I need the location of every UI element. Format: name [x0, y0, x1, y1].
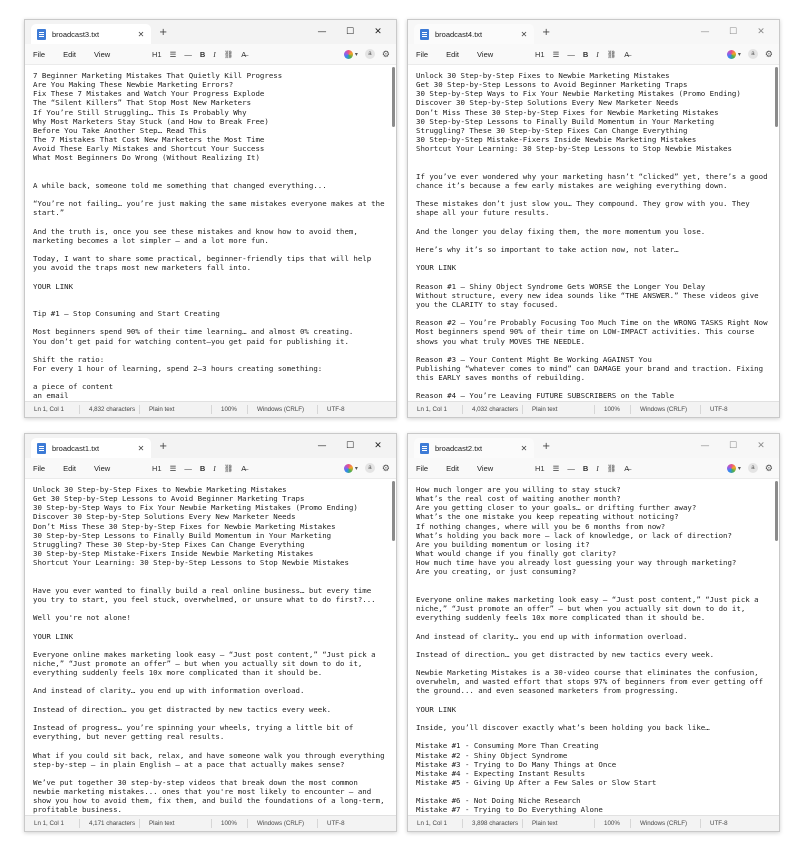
list-icon[interactable]: ☰ — [552, 463, 560, 473]
tab-title: broadcast4.txt — [435, 29, 483, 39]
zoom-level[interactable]: 100% — [221, 406, 237, 413]
menu-file[interactable]: File — [33, 463, 46, 473]
document-text[interactable]: Unlock 30 Step-by-Step Fixes to Newbie Marketing Mistakes Get 30 Step-by-Step Lessons to Avoid Beginner Marketing Traps 30 Step-by-Step Ways to Fix Your Newbie Marketing Mistakes (Promo Ending) Discover 30 Step-by-Step Solutions Every New Marketer Needs Don’t Miss These 30 Step-by-Step Fixes for Newbie Marketing Mistakes 30 Step-by-Step Lessons to Finally Build Momentum in Your Marketing Struggling? These 30 Step-by-Step Fixes Can Change Everything 30 Step-by-Step Mistake-Fixers Inside Newbie Marketing Mistakes Shortcut Your Learning: 30 Step-by-Step Lessons to Stop Newbie Mistakes Have you ever wanted to finally build a real online business… but every time you try to start, you feel stuck, overwhelmed, or unsure what to do first?... Well you're not alone! YOUR LINK Everyone online makes marketing look easy — “Just post content,” “Just pick a niche,” “Just promote an offer” — but when you actually sit down to do it, everything suddenly feels 10x more complicated than it should be. And instead of clarity… you end up with information overload. Instead of direction… you get distracted by new tactics every week. Instead of progress… you’re spinning your wheels, trying a little bit of everything, but never getting real results. What if you could sit back, relax, and have someone walk you through everything step-by-step — in plain English — at a pace that actually makes sense? We’ve put together 30 step-by-step videos that break down the most common newbie marketing mistakes... ones that you're most likely to encounter — and show you how to avoid them, fix them, and build the foundations of a long-term, profitable business. — [33, 485, 385, 815]
list-icon[interactable]: ☰ — [169, 49, 177, 59]
italic-button[interactable]: I — [596, 49, 599, 59]
menu-edit[interactable]: Edit — [63, 49, 77, 59]
chevron-down-icon[interactable]: ▾ — [737, 465, 741, 472]
new-tab-button[interactable]: + — [159, 26, 168, 38]
cursor-position: Ln 1, Col 1 — [417, 406, 447, 413]
link-icon[interactable]: ⛓ — [606, 49, 617, 59]
chevron-down-icon[interactable]: ▾ — [737, 51, 741, 58]
chevron-down-icon[interactable]: ▾ — [354, 51, 358, 58]
status-bar — [25, 401, 396, 417]
file-format: Plain text — [149, 820, 175, 827]
menu-bar — [25, 458, 396, 479]
title-bar[interactable] — [25, 20, 396, 44]
settings-gear-icon[interactable]: ⚙ — [764, 48, 773, 59]
text-editor-area[interactable] — [25, 65, 396, 401]
notepad-window-broadcast2 — [407, 433, 780, 832]
account-avatar-icon[interactable]: a — [748, 463, 758, 473]
clear-formatting-icon[interactable]: A̶ — [241, 49, 247, 59]
close-window-button[interactable]: ✕ — [374, 441, 382, 451]
line-ending[interactable]: Windows (CRLF) — [257, 406, 305, 413]
tab-broadcast3[interactable] — [31, 24, 151, 44]
maximize-button[interactable]: ☐ — [345, 441, 355, 451]
account-avatar-icon[interactable]: a — [365, 49, 375, 59]
zoom-level[interactable]: 100% — [604, 406, 620, 413]
notepad-window-broadcast3 — [24, 19, 397, 418]
menu-view[interactable]: View — [477, 463, 494, 473]
status-bar — [25, 815, 396, 831]
notepad-window-broadcast1 — [24, 433, 397, 832]
heading-dropdown[interactable]: H1 — [535, 49, 545, 59]
title-bar[interactable] — [25, 434, 396, 458]
document-text[interactable]: 7 Beginner Marketing Mistakes That Quietly Kill Progress Are You Making These Newbie Marketing Errors? Fix These 7 Mistakes and Watch Your Progress Explode The “Silent Killers” That Stop Most New Marketers If You’re Still Struggling… This Is Probably Why Why Most Marketers Stay Stuck (and How to Break Free) Before You Take Another Step… Read This The 7 Mistakes That Cost New Marketers the Most Time Avoid These Early Mistakes and Shortcut Your Success What Most Beginners Do Wrong (Without Realizing It) A while back, someone told me something that changed everything... “You’re not failing… you’re just making the same mistakes everyone makes at the start.” And the truth is, once you see these mistakes and know how to avoid them, marketing becomes a lot simpler — and a lot more fun. Today, I want to share some practical, beginner-friendly tips that will help you avoid the traps most new marketers fall into. YOUR LINK Tip #1 — Stop Consuming and Start Creating Most beginners spend 90% of their time learning… and almost 0% creating. You don’t get paid for watching content—you get paid for publishing it. Shift the ratio: For every 1 hour of learning, spend 2–3 hours creating something: a piece of content an email — [33, 71, 385, 401]
menu-file[interactable]: File — [33, 49, 46, 59]
cursor-position: Ln 1, Col 1 — [34, 406, 64, 413]
copilot-icon[interactable] — [344, 50, 353, 59]
clear-formatting-icon[interactable]: A̶ — [241, 463, 247, 473]
cursor-position: Ln 1, Col 1 — [34, 820, 64, 827]
notepad-icon — [420, 29, 429, 40]
encoding[interactable]: UTF-8 — [327, 406, 345, 413]
text-editor-area[interactable] — [25, 479, 396, 815]
menu-edit[interactable]: Edit — [63, 463, 77, 473]
line-ending[interactable]: Windows (CRLF) — [640, 820, 688, 827]
cursor-position: Ln 1, Col 1 — [417, 820, 447, 827]
close-tab-icon[interactable]: ✕ — [520, 29, 528, 39]
notepad-window-broadcast4 — [407, 19, 780, 418]
menu-view[interactable]: View — [477, 49, 494, 59]
account-avatar-icon[interactable]: a — [748, 49, 758, 59]
tab-broadcast4[interactable] — [414, 24, 534, 44]
notepad-icon — [420, 443, 429, 454]
character-count: 4,171 characters — [89, 820, 136, 827]
bold-button[interactable]: B — [199, 463, 206, 473]
close-window-button[interactable]: ✕ — [757, 441, 765, 451]
scrollbar[interactable] — [775, 67, 778, 127]
menu-bar — [408, 44, 779, 65]
title-bar[interactable] — [408, 434, 779, 458]
tab-title: broadcast2.txt — [435, 443, 483, 453]
notepad-icon — [37, 443, 46, 454]
link-icon[interactable]: ⛓ — [223, 463, 234, 473]
strikethrough-icon[interactable]: — — [184, 463, 192, 473]
menu-view[interactable]: View — [94, 463, 111, 473]
scrollbar[interactable] — [392, 481, 395, 541]
scrollbar[interactable] — [775, 481, 778, 541]
heading-dropdown[interactable]: H1 — [152, 49, 162, 59]
italic-button[interactable]: I — [596, 463, 599, 473]
strikethrough-icon[interactable]: — — [567, 49, 575, 59]
menu-view[interactable]: View — [94, 49, 111, 59]
tab-broadcast2[interactable] — [414, 438, 534, 458]
menu-file[interactable]: File — [416, 49, 429, 59]
minimize-button[interactable]: — — [700, 27, 710, 37]
bold-button[interactable]: B — [199, 49, 206, 59]
encoding[interactable]: UTF-8 — [710, 820, 728, 827]
clear-formatting-icon[interactable]: A̶ — [624, 49, 630, 59]
link-icon[interactable]: ⛓ — [223, 49, 234, 59]
menu-file[interactable]: File — [416, 463, 429, 473]
encoding[interactable]: UTF-8 — [327, 820, 345, 827]
settings-gear-icon[interactable]: ⚙ — [764, 462, 773, 473]
heading-dropdown[interactable]: H1 — [152, 463, 162, 473]
character-count: 4,032 characters — [472, 406, 519, 413]
text-editor-area[interactable] — [408, 479, 779, 815]
status-bar — [408, 815, 779, 831]
clear-formatting-icon[interactable]: A̶ — [624, 463, 630, 473]
character-count: 3,898 characters — [472, 820, 519, 827]
strikethrough-icon[interactable]: — — [567, 463, 575, 473]
close-tab-icon[interactable]: ✕ — [520, 443, 528, 453]
close-tab-icon[interactable]: ✕ — [137, 29, 145, 39]
encoding[interactable]: UTF-8 — [710, 406, 728, 413]
close-window-button[interactable]: ✕ — [757, 27, 765, 37]
document-text[interactable]: How much longer are you willing to stay stuck? What’s the real cost of waiting another month? Are you getting closer to your goals… or drifting further away? What’s the one mistake you keep repeating without noticing? If nothing changes, where will you be 6 months from now? What’s holding you back more — lack of knowledge, or lack of direction? Are you building momentum or losing it? What would change if you finally got clarity? How much time have you already lost guessing your way through marketing? Are you creating, or just consuming? Everyone online makes marketing look easy — “Just post content,” “Just pick a niche,” “Just promote an offer” — but when you actually sit down to do it, everything suddenly feels 10x more complicated than it should be. And instead of clarity… you end up with information overload. Instead of direction… you get distracted by new tactics every week. Newbie Marketing Mistakes is a 30-video course that eliminates the confusion, overwhelm, and wasted effort that stops 97% of beginners from ever getting off the ground... and even seasoned marketers from progressing. YOUR LINK Inside, you’ll discover exactly what’s been holding you back like… Mistake #1 - Consuming More Than Creating Mistake #2 - Shiny Object Syndrome Mistake #3 - Trying to Do Many Things at Once Mistake #4 - Expecting Instant Results Mistake #5 - Giving Up After a Few Sales or Slow Start Mistake #6 - Not Doing Niche Research Mistake #7 - Trying to Do Everything Alone — [416, 485, 764, 815]
title-bar[interactable] — [408, 20, 779, 44]
new-tab-button[interactable]: + — [542, 26, 551, 38]
document-text[interactable]: Unlock 30 Step-by-Step Fixes to Newbie Marketing Mistakes Get 30 Step-by-Step Lessons to Avoid Beginner Marketing Traps 30 Step-by-Step Ways to Fix Your Newbie Marketing Mistakes (Promo Ending) Discover 30 Step-by-Step Solutions Every New Marketer Needs Don’t Miss These 30 Step-by-Step Fixes for Newbie Marketing Mistakes 30 Step-by-Step Lessons to Finally Build Momentum in Your Marketing Struggling? These 30 Step-by-Step Fixes Can Change Everything 30 Step-by-Step Mistake-Fixers Inside Newbie Marketing Mistakes Shortcut Your Learning: 30 Step-by-Step Lessons to Stop Newbie Mistakes If you’ve ever wondered why your marketing hasn’t “clicked” yet, there’s a good chance it’s because a few early mistakes are weighing everything down. These mistakes don’t just slow you… They compound. They grow with you. They shape all your future results. And the longer you delay fixing them, the more momentum you lose. Here’s why it’s so important to take action now, not later… YOUR LINK Reason #1 – Shiny Object Syndrome Gets WORSE the Longer You Delay Without structure, every new idea sounds like “THE ANSWER.” These videos give you the CLARITY to stay focused. Reason #2 – You’re Probably Focusing Too Much Time on the WRONG TASKS Right Now Most beginners spend 90% of their time on LOW-IMPACT activities. This course shows you what truly MOVES THE NEEDLE. Reason #3 – Your Content Might Be Working AGAINST You Publishing “whatever comes to mind” can DAMAGE your brand and traction. Fixing this EARLY saves months of rebuilding. Reason #4 – You’re Leaving FUTURE SUBSCRIBERS on the Table — [416, 71, 768, 401]
strikethrough-icon[interactable]: — — [184, 49, 192, 59]
settings-gear-icon[interactable]: ⚙ — [381, 462, 390, 473]
minimize-button[interactable]: — — [317, 27, 327, 37]
minimize-button[interactable]: — — [317, 441, 327, 451]
text-editor-area[interactable] — [408, 65, 779, 401]
bold-button[interactable]: B — [582, 463, 589, 473]
copilot-icon[interactable] — [344, 464, 353, 473]
close-window-button[interactable]: ✕ — [374, 27, 382, 37]
tab-title: broadcast1.txt — [52, 443, 100, 453]
close-tab-icon[interactable]: ✕ — [137, 443, 145, 453]
menu-bar — [408, 458, 779, 479]
maximize-button[interactable]: ☐ — [345, 27, 355, 37]
settings-gear-icon[interactable]: ⚙ — [381, 48, 390, 59]
zoom-level[interactable]: 100% — [604, 820, 620, 827]
notepad-icon — [37, 29, 46, 40]
line-ending[interactable]: Windows (CRLF) — [640, 406, 688, 413]
italic-button[interactable]: I — [213, 49, 216, 59]
bold-button[interactable]: B — [582, 49, 589, 59]
menu-edit[interactable]: Edit — [446, 49, 460, 59]
link-icon[interactable]: ⛓ — [606, 463, 617, 473]
list-icon[interactable]: ☰ — [552, 49, 560, 59]
copilot-icon[interactable] — [727, 464, 736, 473]
line-ending[interactable]: Windows (CRLF) — [257, 820, 305, 827]
copilot-icon[interactable] — [727, 50, 736, 59]
italic-button[interactable]: I — [213, 463, 216, 473]
character-count: 4,832 characters — [89, 406, 136, 413]
menu-bar — [25, 44, 396, 65]
heading-dropdown[interactable]: H1 — [535, 463, 545, 473]
file-format: Plain text — [532, 820, 558, 827]
new-tab-button[interactable]: + — [159, 440, 168, 452]
status-bar — [408, 401, 779, 417]
chevron-down-icon[interactable]: ▾ — [354, 465, 358, 472]
minimize-button[interactable]: — — [700, 441, 710, 451]
new-tab-button[interactable]: + — [542, 440, 551, 452]
list-icon[interactable]: ☰ — [169, 463, 177, 473]
maximize-button[interactable]: ☐ — [728, 27, 738, 37]
file-format: Plain text — [149, 406, 175, 413]
menu-edit[interactable]: Edit — [446, 463, 460, 473]
maximize-button[interactable]: ☐ — [728, 441, 738, 451]
scrollbar[interactable] — [392, 67, 395, 127]
tab-title: broadcast3.txt — [52, 29, 100, 39]
file-format: Plain text — [532, 406, 558, 413]
tab-broadcast1[interactable] — [31, 438, 151, 458]
account-avatar-icon[interactable]: a — [365, 463, 375, 473]
zoom-level[interactable]: 100% — [221, 820, 237, 827]
